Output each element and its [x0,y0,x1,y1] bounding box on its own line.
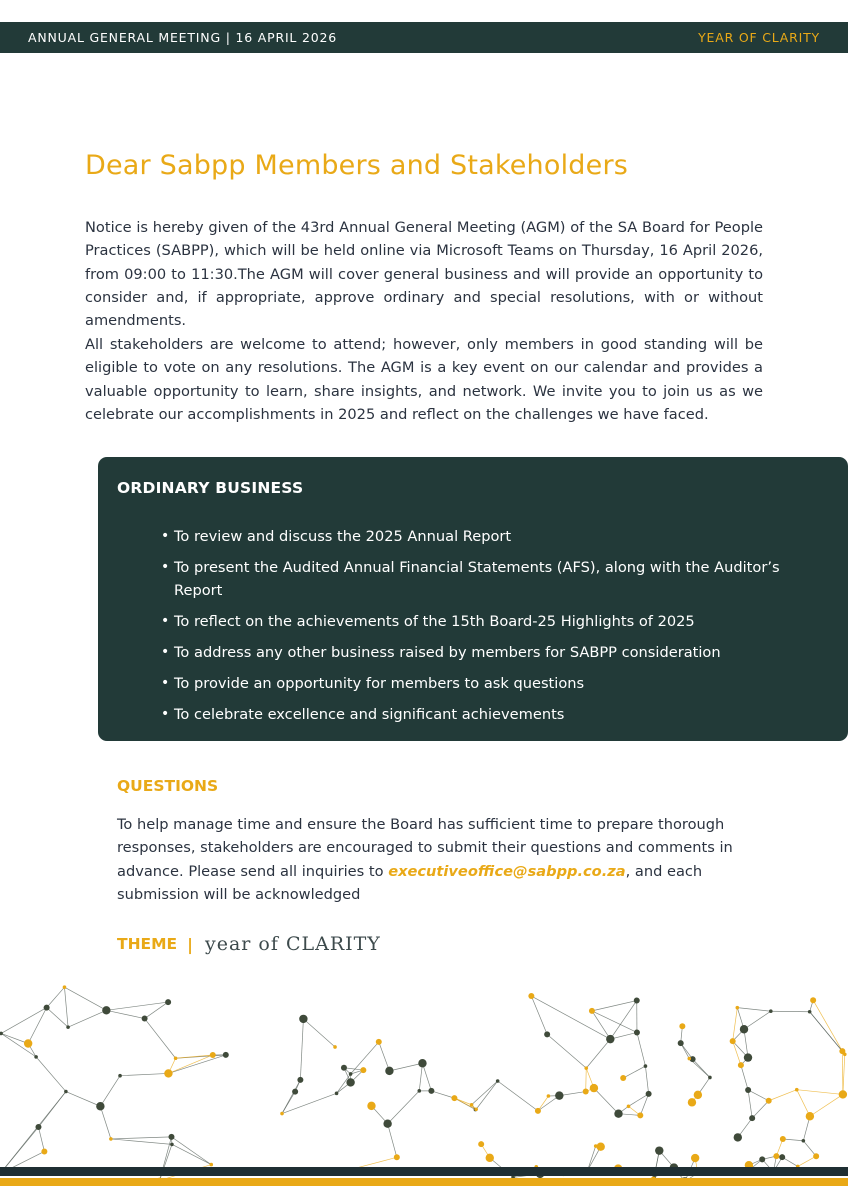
list-item: • To review and discuss the 2025 Annual Report [174,525,818,548]
network-dot [583,1089,589,1095]
network-dot [691,1154,699,1162]
ordinary-business-list [117,525,818,726]
network-line [783,1139,803,1141]
network-line [748,1090,752,1118]
network-dot [614,1109,622,1117]
network-line [813,1000,842,1051]
network-dot [335,1092,339,1096]
network-dots [0,985,847,1185]
network-dot [96,1102,104,1110]
network-dot [839,1048,845,1054]
network-dot [813,1153,819,1159]
network-dot [35,1124,41,1130]
network-line [303,1019,335,1047]
network-line [388,1091,420,1124]
network-dot [606,1035,614,1043]
theme-label: THEME [117,935,178,953]
network-dot [394,1154,400,1160]
network-dot [428,1088,434,1094]
network-line [498,1081,538,1111]
header-slogan: YEAR OF CLARITY [698,30,820,45]
network-line [472,1081,498,1105]
network-dot [385,1067,393,1075]
bullet-icon: • [161,675,170,691]
network-line [594,1088,619,1114]
network-dot [297,1077,303,1083]
network-dot [734,1133,742,1141]
notice-paragraph: Notice is hereby given of the 43rd Annual General Meeting (AGM) of the SA Board for People Practices (SABPP), which will be held online via Microsoft Teams on Thursday, 16 April 2026, from 09:00 to 11:30.The AGM will cover general business and will provide an opportunity to consider and, if appropriate, approve ordinary and special resolutions, with or without amendments. [85,219,763,330]
network-line [586,1039,610,1068]
network-dot [496,1079,500,1083]
network-line [640,1094,648,1116]
network-line [47,1008,68,1028]
network-line [798,1156,816,1166]
network-dot [780,1136,786,1142]
network-dot [544,1031,550,1037]
network-dot [64,1090,68,1094]
network-dot [644,1064,648,1068]
questions-heading: QUESTIONS [117,777,219,795]
network-dot [367,1102,375,1110]
network-line [100,1076,120,1107]
network-dot [802,1139,806,1143]
network-dot [417,1089,421,1093]
bullet-icon: • [161,644,170,660]
network-dot [759,1156,765,1162]
footer-band-gold [0,1178,848,1186]
network-line [422,1063,431,1091]
network-line [744,1011,771,1029]
network-line [68,1010,106,1027]
network-dot [597,1142,605,1150]
network-dot [795,1088,799,1092]
email-link[interactable]: executiveoffice@sabpp.co.za [388,862,626,880]
network-dot [292,1089,298,1095]
network-line [547,1034,586,1068]
network-dot [478,1141,484,1147]
header-bar [0,22,848,53]
network-dot [627,1104,631,1108]
network-line [737,1008,771,1012]
network-line [797,1090,810,1117]
network-dot [341,1065,347,1071]
network-dot [383,1120,391,1128]
network-dot [589,1008,595,1014]
network-line [106,1010,144,1018]
network-dot [63,985,67,989]
network-dot [474,1107,478,1111]
network-dot [346,1078,354,1086]
network-line [637,1032,645,1066]
network-dot [299,1015,307,1023]
network-dot [109,1137,113,1141]
network-dot [620,1075,626,1081]
network-line [803,1141,816,1156]
network-dot [333,1045,337,1049]
bullet-icon: • [161,528,170,544]
network-line [1,1033,28,1043]
network-line [476,1081,497,1109]
network-line [531,996,610,1039]
network-line [145,1019,176,1059]
list-item: • To reflect on the achievements of the 15th Board-25 Highlights of 2025 [174,610,818,633]
network-dot [738,1062,744,1068]
bullet-icon: • [161,706,170,722]
network-line [106,1002,168,1010]
network-line [592,1001,637,1011]
network-dot [806,1112,814,1120]
network-line [752,1101,769,1118]
network-line [100,1106,111,1139]
network-line [282,1093,337,1113]
network-dot [174,1056,178,1060]
network-line [176,1055,213,1058]
network-line [733,1008,738,1042]
network-dot [223,1052,229,1058]
network-line [38,1127,44,1151]
network-line [623,1066,645,1078]
network-line [47,987,65,1007]
network-dot [44,1005,50,1011]
network-dot [280,1112,284,1116]
theme-value: year of CLARITY [205,933,381,955]
network-dot [41,1148,47,1154]
network-dot [590,1084,598,1092]
network-dot [118,1074,122,1078]
network-line [645,1066,648,1094]
network-dot [694,1091,702,1099]
network-line [843,1054,845,1094]
list-item: • To present the Audited Annual Financial Statements (AFS), along with the Auditor’s Report [174,556,818,602]
network-dot [594,1144,598,1148]
network-dot [451,1095,457,1101]
network-dot [730,1038,736,1044]
network-line [172,1144,211,1164]
network-dot [678,1040,684,1046]
network-line [733,1041,741,1065]
network-lines [0,987,845,1181]
network-dot [745,1087,751,1093]
network-line [797,1090,843,1095]
network-dot [528,993,534,999]
network-dot [808,1010,812,1014]
network-dot [170,1143,174,1147]
network-dot [210,1052,216,1058]
network-line [842,1051,843,1094]
network-line [300,1019,303,1080]
network-dot [655,1146,663,1154]
network-dot [736,1006,740,1010]
network-line [66,1092,100,1107]
network-dot [708,1076,712,1080]
network-line [431,1091,454,1098]
network-dot [535,1108,541,1114]
network-dot [24,1039,32,1047]
bullet-icon: • [161,559,170,575]
list-item: • To provide an opportunity for members to ask questions [174,672,818,695]
stakeholders-paragraph: All stakeholders are welcome to attend; however, only members in good standing will be eligible to vote on any resolutions. The AGM is a key event on our calendar and provides a valuable opportunity to learn, share insights, and network. We invite you to join us as we celebrate our accomplishments in 2025 and reflect on the challenges we have faced. [85,336,763,423]
network-dot [773,1153,779,1159]
network-line [810,1094,843,1116]
network-dot [688,1098,696,1106]
network-line [120,1073,168,1075]
network-line [769,1090,797,1101]
network-line [531,996,547,1034]
network-dot [749,1115,755,1121]
header-title: ANNUAL GENERAL MEETING | 16 APRIL 2026 [28,30,337,45]
footer-band-dark [0,1167,848,1176]
network-dot [376,1039,382,1045]
network-dot [679,1023,685,1029]
network-dot [360,1067,366,1073]
network-line [628,1094,648,1106]
network-line [38,1092,65,1127]
network-decoration [0,975,848,1199]
network-line [586,1068,587,1091]
network-line [748,1090,769,1101]
list-item: • To address any other business raised by members for SABPP consideration [174,641,818,664]
network-dot [634,1029,640,1035]
network-dot [769,1009,773,1013]
network-dot [766,1098,772,1104]
network-line [64,987,106,1010]
network-line [111,1137,172,1139]
network-dot [584,1066,588,1070]
network-line [64,987,68,1027]
greeting-heading: Dear Sabpp Members and Stakeholders [85,150,629,181]
network-line [36,1057,66,1092]
network-dot [66,1025,70,1029]
network-dot [164,1069,172,1077]
network-line [744,1029,748,1057]
network-dot [349,1072,353,1076]
network-dot [547,1094,551,1098]
network-line [741,1065,748,1090]
network-dot [634,998,640,1004]
network-dot [165,999,171,1005]
network-dot [810,997,816,1003]
network-dot [646,1091,652,1097]
bullet-icon: • [161,613,170,629]
network-dot [744,1053,752,1061]
network-dot [486,1154,494,1162]
network-dot [34,1055,38,1059]
network-line [389,1063,422,1071]
network-line [171,1137,211,1165]
network-dot [687,1057,691,1061]
network-dot [637,1112,643,1118]
network-dot [168,1134,174,1140]
questions-paragraph: To help manage time and ensure the Board has sufficient time to prepare thorough responses, stakeholders are encouraged to submit their questions and comments in advance. Please send all inquiries to executiveoffice@sabpp.co.za, and each submission will be acknowledged [117,816,733,903]
network-line [282,1080,300,1114]
network-dot [142,1016,148,1022]
network-dot [418,1059,426,1067]
theme-separator: | [187,934,193,954]
network-line [388,1124,397,1158]
network-dot [839,1090,847,1098]
network-dot [555,1091,563,1099]
network-dot [470,1103,474,1107]
ordinary-business-panel [98,457,848,741]
network-line [771,1011,810,1012]
ordinary-business-title: ORDINARY BUSINESS [117,479,304,497]
network-line [379,1042,390,1071]
network-dot [779,1154,785,1160]
network-line [810,1012,843,1051]
network-dot [209,1163,213,1167]
theme-line [117,933,381,955]
network-dot [102,1006,110,1014]
list-item: • To celebrate excellence and significant achievements [174,703,818,726]
network-dot [740,1025,748,1033]
network-line [111,1139,172,1144]
